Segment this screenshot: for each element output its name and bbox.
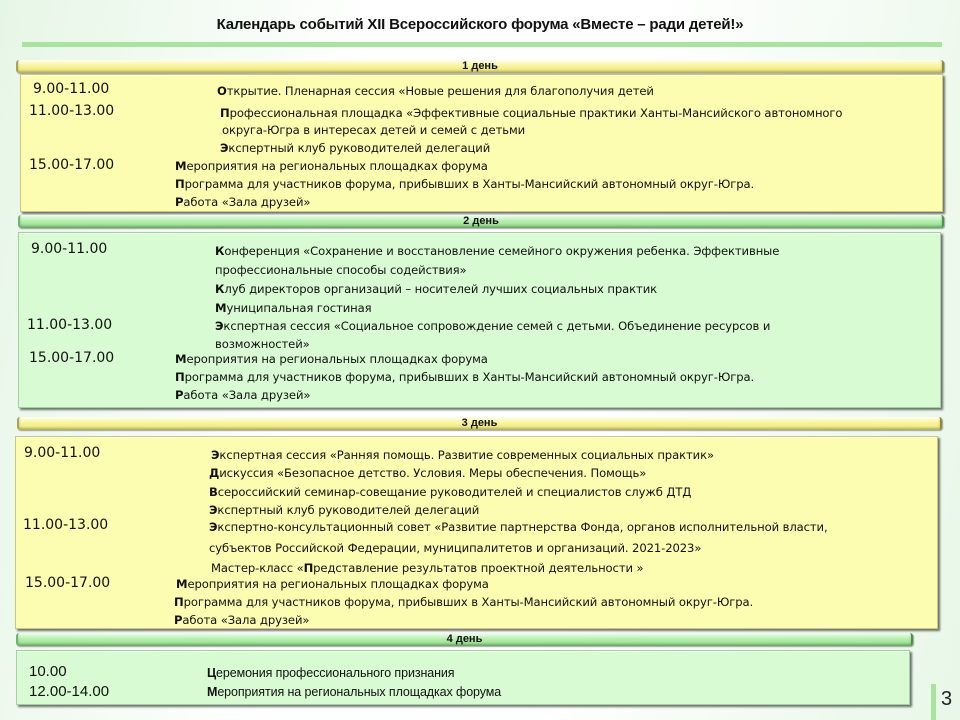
event-item: Экспертно-консультационный совет «Развитие партнерства Фонда, органов исполнительной власти, [209, 520, 828, 534]
event-item: возможностей» [215, 337, 310, 351]
title-divider [22, 42, 942, 47]
page-number: 3 [941, 688, 953, 710]
time-slot: 15.00-17.00 [29, 157, 115, 173]
event-item: Открытие. Пленарная сессия «Новые решения для благополучия детей [217, 84, 654, 98]
event-item: Профессиональная площадка «Эффективные социальные практики Ханты-Мансийского автономного [220, 106, 843, 120]
page-number-bar [931, 684, 936, 720]
day-3-header: 3 день [17, 417, 942, 430]
event-item: Муниципальная гостиная [215, 301, 372, 315]
day-1-box [20, 74, 943, 212]
time-slot: 15.00-17.00 [29, 350, 115, 366]
event-item: Клуб директоров организаций – носителей лучших социальных практик [215, 282, 658, 296]
event-item: Программа для участников форума, прибывших в Ханты-Мансийский автономный округ-Югра. [175, 177, 755, 191]
event-item: Экспертный клуб руководителей делегаций [220, 141, 491, 155]
time-slot: 11.00-13.00 [23, 517, 109, 533]
event-item: субъектов Российской Федерации, муниципалитетов и организаций. 2021-2023» [209, 541, 702, 555]
time-slot: 10.00 [29, 663, 67, 680]
time-slot: 11.00-13.00 [29, 103, 115, 119]
day-2-box [18, 232, 941, 408]
event-item: Экспертный клуб руководителей делегаций [209, 503, 480, 517]
page-title: Календарь событий XII Всероссийского форума «Вместе – ради детей!» [216, 16, 744, 33]
event-item: Мероприятия на региональных площадках форума [175, 352, 488, 366]
event-item: Мероприятия на региональных площадках форума [176, 577, 489, 591]
day-1-header: 1 день [16, 60, 944, 73]
event-item: Всероссийский семинар-совещание руководителей и специалистов служб ДТД [209, 485, 692, 499]
event-item: Программа для участников форума, прибывших в Ханты-Мансийский автономный округ-Югра. [175, 370, 755, 384]
event-item: Экспертная сессия «Социальное сопровождение семей с детьми. Объединение ресурсов и [215, 319, 771, 333]
event-item: Церемония профессионального признания [207, 666, 455, 680]
day-2-header: 2 день [18, 215, 944, 228]
event-item: Работа «Зала друзей» [174, 613, 310, 627]
event-item: Дискуссия «Безопасное детство. Условия. Меры обеспечения. Помощь» [209, 466, 647, 480]
time-slot: 9.00-11.00 [33, 81, 110, 97]
event-item: Работа «Зала друзей» [175, 195, 311, 209]
event-item: Работа «Зала друзей» [175, 388, 311, 402]
time-slot: 15.00-17.00 [25, 575, 111, 591]
time-slot: 12.00-14.00 [29, 683, 110, 700]
event-item: профессиональные способы содействия» [215, 263, 467, 277]
event-item: Мероприятия на региональных площадках форума [175, 159, 488, 173]
event-item: Мероприятия на региональных площадках форума [207, 685, 502, 699]
time-slot: 9.00-11.00 [24, 445, 101, 461]
day-4-box [16, 650, 910, 705]
time-slot: 9.00-11.00 [31, 241, 108, 257]
time-slot: 11.00-13.00 [27, 317, 113, 333]
event-item: округа-Югра в интересах детей и семей с детьми [222, 123, 526, 137]
day-4-header: 4 день [16, 633, 913, 646]
event-item: Экспертная сессия «Ранняя помощь. Развитие современных социальных практик» [211, 448, 714, 462]
event-item: Конференция «Сохранение и восстановление семейного окружения ребенка. Эффективные [215, 244, 780, 258]
event-item: Программа для участников форума, прибывших в Ханты-Мансийский автономный округ-Югра. [174, 595, 754, 609]
event-item: Мастер-класс «Представление результатов проектной деятельности » [211, 561, 644, 575]
day-3-box [15, 436, 938, 629]
